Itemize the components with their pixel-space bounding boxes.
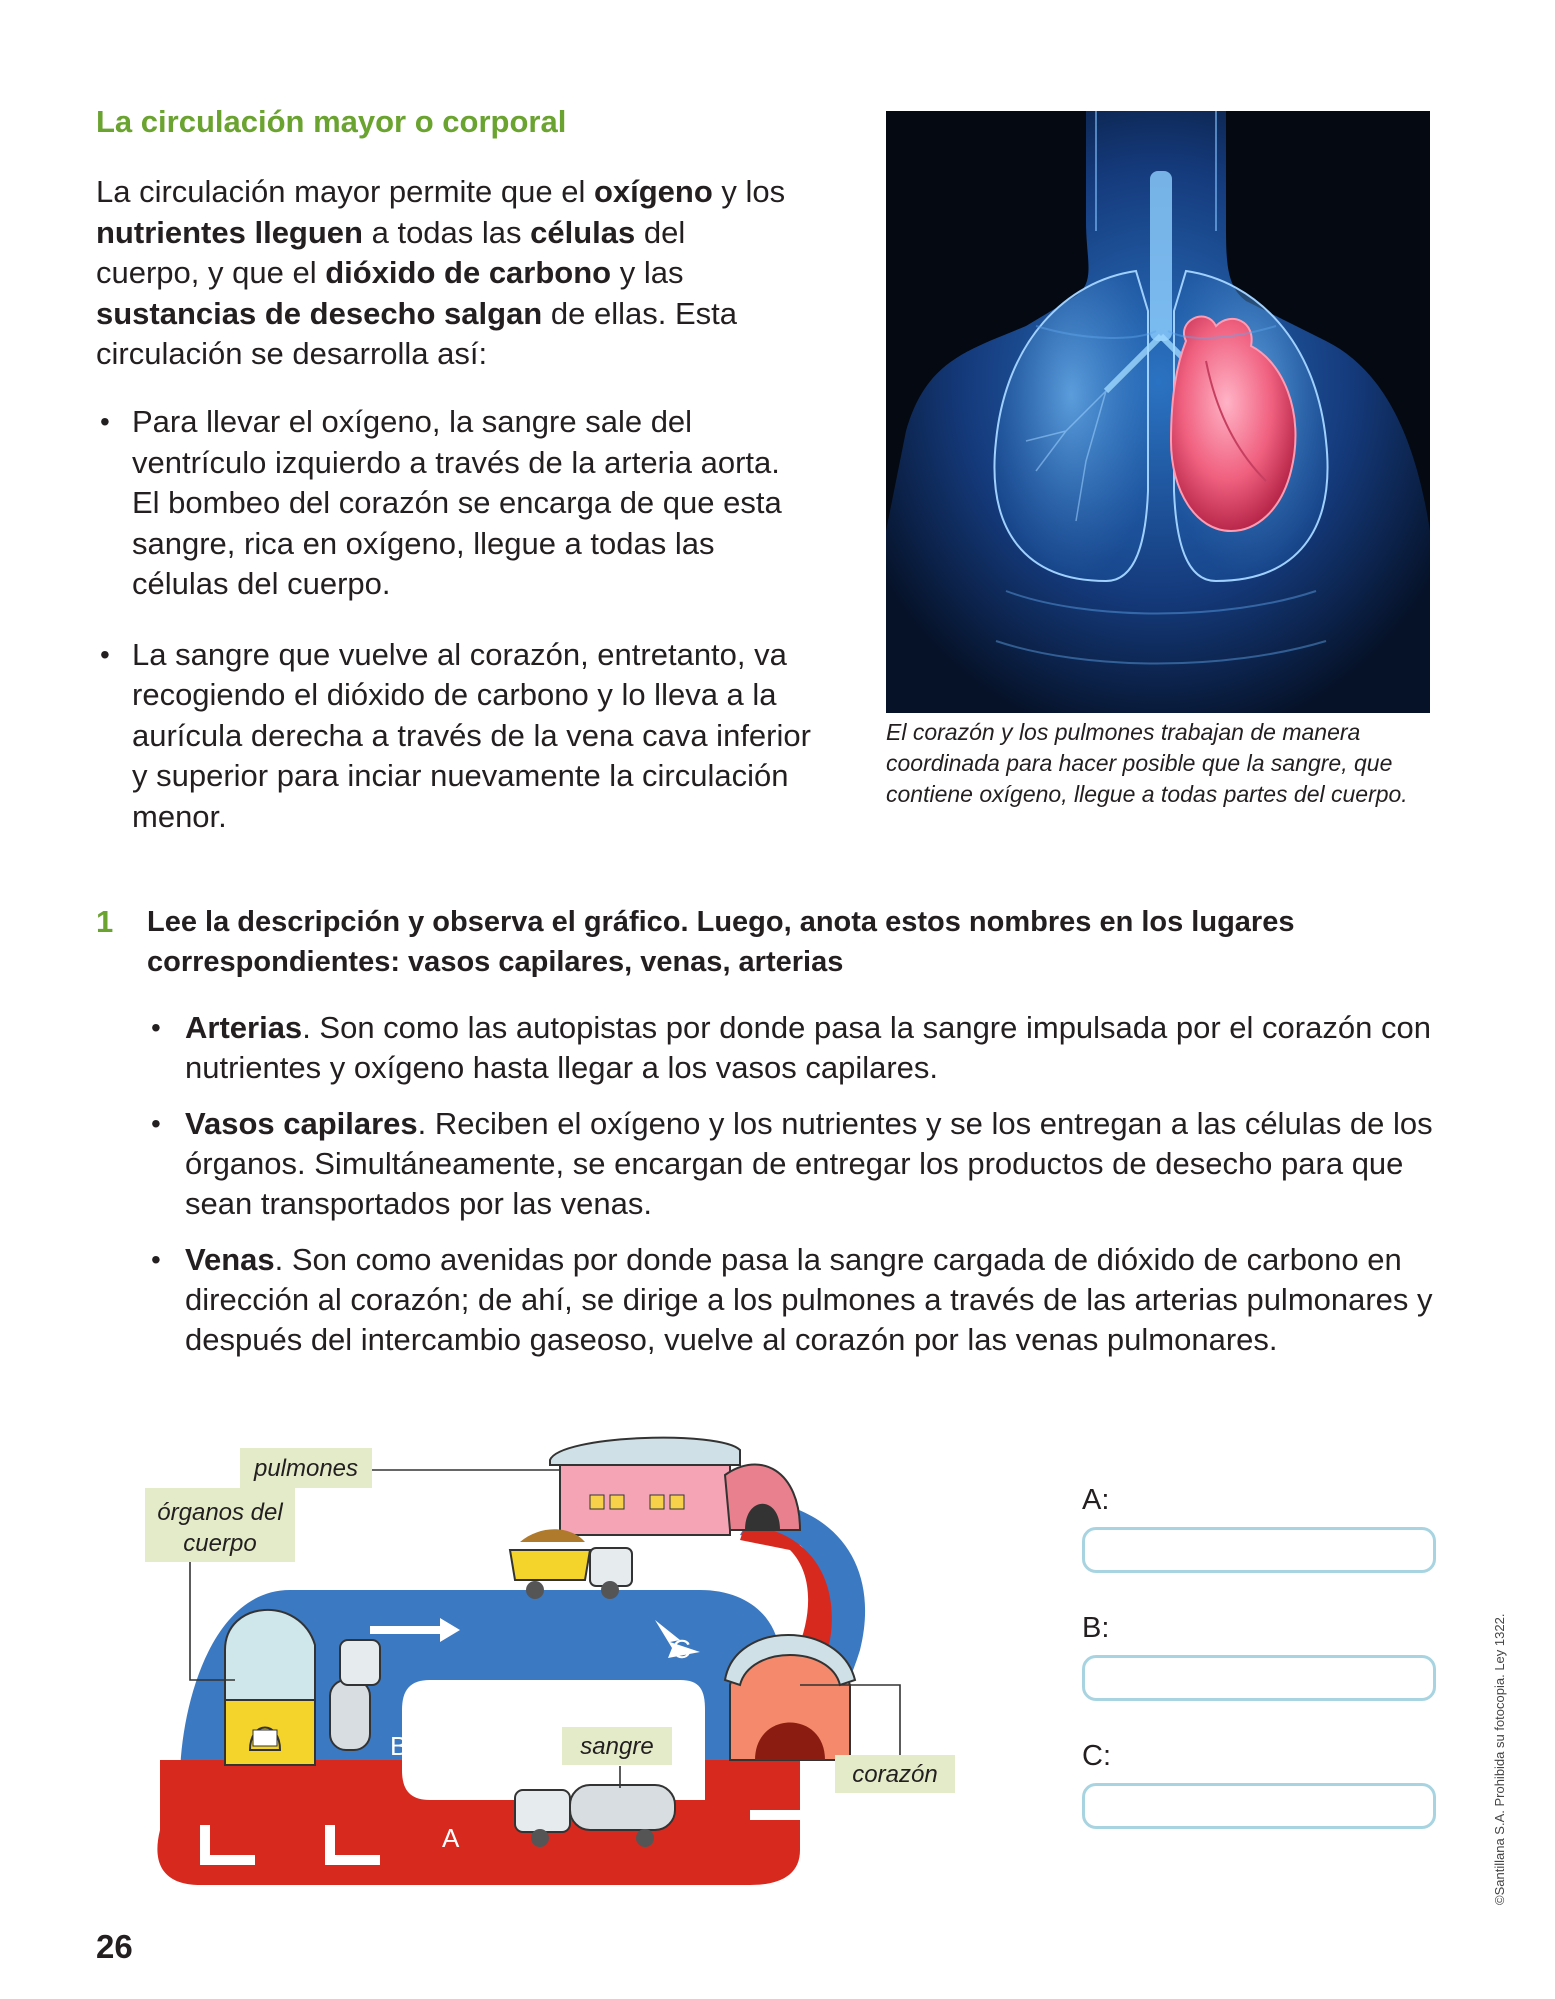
copyright-notice: ©Santillana S.A. Prohibida su fotocopia. Ley 1322. <box>1492 1613 1507 1905</box>
label-sangre <box>562 1727 672 1765</box>
page-number: 26 <box>96 1928 133 1965</box>
letter-a: A <box>442 1823 460 1853</box>
definitions-list <box>147 1008 1437 1376</box>
intro-keyword: sustancias de desecho salgan <box>96 295 543 331</box>
definition-term: Vasos capilares <box>185 1106 418 1141</box>
answer-c-group <box>1082 1740 1436 1829</box>
activity-number: 1 <box>96 904 114 939</box>
letter-b: B <box>390 1731 408 1761</box>
answer-a-field[interactable] <box>1082 1527 1436 1573</box>
definition-term: Venas <box>185 1242 275 1277</box>
answer-b-field[interactable] <box>1082 1655 1436 1701</box>
definition-text: . Reciben el oxígeno y los nutrientes y se los entregan a las células de los órganos. Simultáneamente, se encargan de entregar los productos de desecho para que sean transportados por las venas. <box>185 1106 1433 1221</box>
heart-lungs-illustration <box>886 111 1430 713</box>
letter-c: C <box>672 1634 691 1664</box>
svg-text:pulmones: pulmones <box>253 1455 359 1482</box>
intro-text: a todas las <box>362 214 531 250</box>
intro-keyword: células <box>530 214 636 250</box>
answer-c-field[interactable] <box>1082 1783 1436 1829</box>
svg-text:órganos del: órganos del <box>157 1499 283 1526</box>
bullet-icon: • <box>151 1012 161 1043</box>
answer-a-label: A: <box>1082 1484 1110 1516</box>
bullet-icon: • <box>100 638 110 670</box>
intro-keyword: oxígeno <box>593 174 713 209</box>
list-item-text: La sangre que vuelve al corazón, entretanto, va recogiendo el dióxido de carbono y lo lleva a la aurícula derecha a través de la vena cava inferior y superior para inciar nuevamente la circulación menor. <box>132 636 811 834</box>
intro-text: de ellas. Esta circulación se desarrolla así: <box>96 295 737 371</box>
answer-b-label: B: <box>1082 1612 1110 1644</box>
intro-text: La circulación mayor permite que el <box>96 174 594 209</box>
definition-text: . Son como avenidas por donde pasa la sangre cargada de dióxido de carbono en dirección al corazón; de ahí, se dirige a los pulmones a través de las arterias pulmonares y después del intercambio gaseoso, vuelve al corazón por las venas pulmonares. <box>185 1242 1433 1357</box>
list-item <box>147 1008 1437 1088</box>
intro-text: y los <box>712 174 786 209</box>
intro-text: del cuerpo, y que el <box>96 214 686 290</box>
road-diagram-svg <box>140 1430 1040 1890</box>
definition-text: . Son como las autopistas por donde pasa la sangre impulsada por el corazón con nutrientes y oxígeno hasta llegar a los vasos capilares. <box>185 1010 1431 1085</box>
bullet-icon: • <box>151 1108 161 1139</box>
circulation-road-diagram <box>140 1430 1040 1890</box>
heart-tunnel-icon <box>725 1635 855 1760</box>
intro-keyword: dióxido de carbono <box>325 255 612 290</box>
list-item <box>147 1104 1437 1224</box>
circulation-steps-list <box>96 402 816 867</box>
intro-keyword: nutrientes lleguen <box>96 214 363 250</box>
organs-building-icon <box>225 1610 315 1765</box>
label-organos-del-cuerpo <box>145 1488 295 1562</box>
svg-text:sangre: sangre <box>580 1733 654 1760</box>
list-item-text: Para llevar el oxígeno, la sangre sale del ventrículo izquierdo a través de la arteria aorta. El bombeo del corazón se encarga de que esta sangre, rica en oxígeno, llegue a todas las células del cuerpo. <box>132 404 782 601</box>
cargo-truck-icon <box>510 1529 632 1599</box>
bullet-icon: • <box>100 406 110 437</box>
heart-lungs-photo <box>886 111 1430 713</box>
answer-c-label: C: <box>1082 1740 1111 1772</box>
activity-instruction: Lee la descripción y observa el gráfico. Luego, anota estos nombres en los lugares correspondientes: vasos capilares, venas, arterias <box>147 906 1295 978</box>
photo-caption: El corazón y los pulmones trabajan de manera coordinada para hacer posible que la sangre, que contiene oxígeno, llegue a todas partes del cuerpo. <box>886 719 1408 807</box>
list-item <box>96 635 816 838</box>
list-item <box>96 402 816 605</box>
definition-term: Arterias <box>185 1010 303 1045</box>
svg-text:cuerpo: cuerpo <box>183 1530 257 1557</box>
label-corazon <box>835 1755 955 1793</box>
lungs-building-icon <box>550 1438 800 1535</box>
answer-b-group <box>1082 1612 1436 1701</box>
intro-text: y las <box>611 255 684 290</box>
list-item <box>147 1240 1437 1360</box>
bullet-icon: • <box>151 1244 161 1275</box>
svg-text:corazón: corazón <box>852 1761 938 1788</box>
label-pulmones <box>240 1448 372 1488</box>
intro-paragraph <box>96 172 796 375</box>
section-title: La circulación mayor o corporal <box>96 104 567 139</box>
answer-a-group <box>1082 1484 1436 1573</box>
